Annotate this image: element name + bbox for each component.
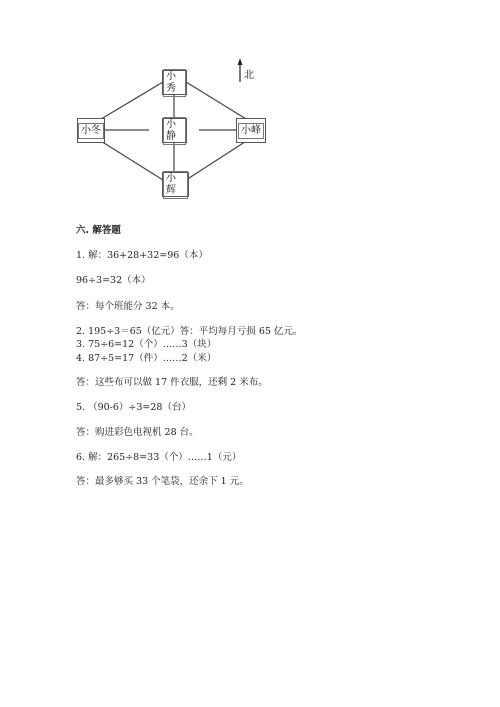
- answer-line: 2. 195÷3＝65（亿元）答：平均每月亏损 65 亿元。: [76, 326, 303, 337]
- link-left-top: [96, 82, 163, 122]
- diagram-connectors: [0, 0, 500, 215]
- answer-line: 3. 75÷6=12（个）……3（块）: [76, 339, 217, 350]
- node-bottom: [162, 172, 189, 197]
- direction-diagram: [0, 0, 500, 215]
- node-left-label: 小冬: [78, 123, 104, 139]
- node-right-label: 小峰: [238, 123, 264, 139]
- answer-line: 答：最多够买 33 个笔袋，还余下 1 元。: [76, 476, 249, 487]
- node-right: [236, 118, 266, 143]
- link-top-right: [186, 82, 251, 122]
- answer-line: 1. 解：36+28+32=96（本）: [76, 250, 208, 261]
- answer-line: 6. 解：265÷8=33（个）……1（元）: [76, 452, 242, 463]
- section-heading: 六. 解答题: [76, 225, 121, 236]
- answer-line: 96÷3=32（本）: [76, 275, 151, 286]
- node-left: [77, 118, 105, 143]
- node-top: [162, 70, 187, 95]
- answer-line: 4. 87÷5=17（件）……2（米）: [76, 353, 217, 364]
- answer-line: 答：这些布可以做 17 件衣服，还剩 2 米布。: [76, 377, 268, 388]
- node-bottom-label: 小辉: [163, 171, 188, 199]
- answer-line: 答：购进彩色电视机 28 台。: [76, 427, 199, 438]
- link-bottom-right: [186, 138, 251, 180]
- north-label: 北: [244, 70, 254, 81]
- link-left-bottom: [96, 138, 163, 180]
- answer-line: 5. （90-6）÷3=28（台）: [76, 402, 191, 413]
- node-top-label: 小秀: [163, 69, 186, 97]
- node-center-label: 小静: [163, 117, 186, 145]
- north-arrow-head: [238, 58, 243, 65]
- answer-line: 答：每个班能分 32 本。: [76, 301, 180, 312]
- node-center: [162, 118, 187, 143]
